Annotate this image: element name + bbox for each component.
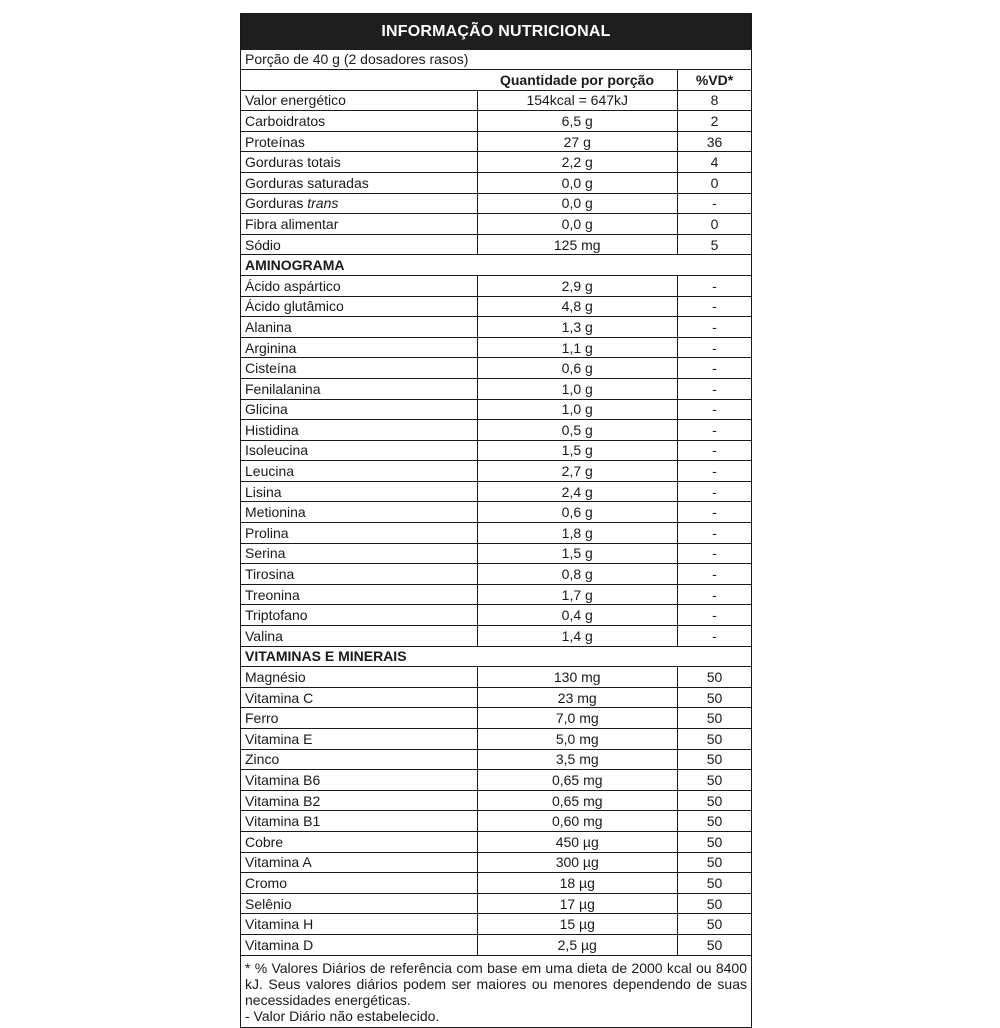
nutrient-name: Vitamina C bbox=[241, 687, 477, 708]
nutrition-facts-label bbox=[240, 13, 752, 1028]
aminogram-section-title: AMINOGRAMA bbox=[241, 255, 751, 276]
nutrient-dv: 0 bbox=[678, 172, 752, 193]
nutrient-name: Ácido glutâmico bbox=[241, 296, 477, 317]
table-row bbox=[241, 502, 751, 523]
table-row bbox=[241, 152, 751, 173]
nutrient-quantity: 6,5 g bbox=[477, 111, 678, 132]
nutrient-dv: 50 bbox=[678, 749, 752, 770]
footnote bbox=[241, 956, 751, 1027]
nutrient-dv: 36 bbox=[678, 131, 752, 152]
nutrient-quantity: 1,0 g bbox=[477, 378, 678, 399]
nutrient-name: Ácido aspártico bbox=[241, 275, 477, 296]
nutrient-name: Cromo bbox=[241, 873, 477, 894]
nutrient-name: Vitamina B2 bbox=[241, 790, 477, 811]
nutrient-dv: 50 bbox=[678, 934, 752, 955]
nutrient-dv: - bbox=[678, 193, 752, 214]
nutrient-dv: - bbox=[678, 584, 752, 605]
nutrient-dv: 50 bbox=[678, 729, 752, 750]
table-row bbox=[241, 749, 751, 770]
nutrient-dv: 50 bbox=[678, 831, 752, 852]
nutrient-dv: 2 bbox=[678, 111, 752, 132]
nutrient-dv: - bbox=[678, 440, 752, 461]
nutrient-dv: - bbox=[678, 481, 752, 502]
table-row bbox=[241, 399, 751, 420]
nutrient-quantity: 2,7 g bbox=[477, 461, 678, 482]
nutrient-quantity: 154kcal = 647kJ bbox=[477, 90, 678, 111]
nutrient-name: Serina bbox=[241, 543, 477, 564]
nutrient-quantity: 0,5 g bbox=[477, 420, 678, 441]
vitamins-section bbox=[241, 646, 751, 667]
nutrient-quantity: 0,6 g bbox=[477, 358, 678, 379]
nutrient-name: Cobre bbox=[241, 831, 477, 852]
nutrient-quantity: 5,0 mg bbox=[477, 729, 678, 750]
nutrient-name: Triptofano bbox=[241, 605, 477, 626]
nutrient-quantity: 0,0 g bbox=[477, 214, 678, 235]
nutrient-dv: - bbox=[678, 564, 752, 585]
nutrient-name: Valor energético bbox=[241, 90, 477, 111]
nutrient-name: Sódio bbox=[241, 234, 477, 255]
nutrient-dv: 8 bbox=[678, 90, 752, 111]
nutrient-dv: - bbox=[678, 502, 752, 523]
nutrient-quantity: 1,5 g bbox=[477, 440, 678, 461]
nutrient-name: Vitamina E bbox=[241, 729, 477, 750]
nutrient-quantity: 0,65 mg bbox=[477, 790, 678, 811]
nutrient-dv: 50 bbox=[678, 873, 752, 894]
table-row bbox=[241, 564, 751, 585]
nutrient-dv: 50 bbox=[678, 687, 752, 708]
nutrient-quantity: 450 µg bbox=[477, 831, 678, 852]
table-row bbox=[241, 893, 751, 914]
nutrient-name: Fibra alimentar bbox=[241, 214, 477, 235]
nutrient-name: Selênio bbox=[241, 893, 477, 914]
table-row bbox=[241, 193, 751, 214]
table-row bbox=[241, 481, 751, 502]
nutrient-name-text: Gorduras bbox=[245, 195, 308, 212]
serving-size: Porção de 40 g (2 dosadores rasos) bbox=[241, 50, 751, 70]
table-row bbox=[241, 584, 751, 605]
table-row bbox=[241, 708, 751, 729]
table-row bbox=[241, 831, 751, 852]
nutrient-quantity: 2,9 g bbox=[477, 275, 678, 296]
nutrient-name: Carboidratos bbox=[241, 111, 477, 132]
header-dv: %VD* bbox=[678, 70, 752, 90]
header-empty bbox=[241, 70, 477, 90]
nutrient-quantity: 4,8 g bbox=[477, 296, 678, 317]
nutrient-name: Isoleucina bbox=[241, 440, 477, 461]
table-row bbox=[241, 111, 751, 132]
nutrient-quantity: 7,0 mg bbox=[477, 708, 678, 729]
nutrient-name: Gorduras totais bbox=[241, 152, 477, 173]
table-row bbox=[241, 687, 751, 708]
nutrient-name: Histidina bbox=[241, 420, 477, 441]
table-row bbox=[241, 626, 751, 647]
table-row bbox=[241, 234, 751, 255]
nutrient-quantity: 2,5 µg bbox=[477, 934, 678, 955]
nutrient-name: Lisina bbox=[241, 481, 477, 502]
table-row bbox=[241, 770, 751, 791]
nutrition-table bbox=[241, 70, 751, 956]
header-quantity: Quantidade por porção bbox=[477, 70, 678, 90]
nutrient-dv: 50 bbox=[678, 811, 752, 832]
nutrient-quantity: 27 g bbox=[477, 131, 678, 152]
nutrient-dv: 4 bbox=[678, 152, 752, 173]
table-row bbox=[241, 131, 751, 152]
nutrient-quantity: 0,0 g bbox=[477, 172, 678, 193]
nutrient-dv: - bbox=[678, 626, 752, 647]
nutrient-name: Vitamina D bbox=[241, 934, 477, 955]
nutrient-dv: - bbox=[678, 523, 752, 544]
footnote-not-established: - Valor Diário não estabelecido. bbox=[245, 1007, 440, 1024]
nutrient-dv: 0 bbox=[678, 214, 752, 235]
table-row bbox=[241, 873, 751, 894]
nutrient-name: Tirosina bbox=[241, 564, 477, 585]
table-row bbox=[241, 934, 751, 955]
nutrient-quantity: 0,4 g bbox=[477, 605, 678, 626]
nutrient-name: Valina bbox=[241, 626, 477, 647]
table-row bbox=[241, 461, 751, 482]
nutrient-name: Vitamina B1 bbox=[241, 811, 477, 832]
nutrient-quantity: 1,4 g bbox=[477, 626, 678, 647]
nutrient-name: Fenilalanina bbox=[241, 378, 477, 399]
table-row bbox=[241, 543, 751, 564]
nutrient-quantity: 3,5 mg bbox=[477, 749, 678, 770]
nutrient-name: Glicina bbox=[241, 399, 477, 420]
nutrient-dv: 50 bbox=[678, 914, 752, 935]
nutrient-quantity: 1,8 g bbox=[477, 523, 678, 544]
footnote-reference: * % Valores Diários de referência com base em uma dieta de 2000 kcal ou 8400 kJ. Seus valores diários podem ser maiores ou menores dependendo de suas necessidades energéticas. bbox=[245, 959, 747, 1008]
nutrient-name: Gorduras saturadas bbox=[241, 172, 477, 193]
table-row bbox=[241, 811, 751, 832]
nutrient-dv: - bbox=[678, 461, 752, 482]
nutrient-quantity: 1,7 g bbox=[477, 584, 678, 605]
nutrient-dv: 50 bbox=[678, 667, 752, 688]
nutrient-quantity: 0,6 g bbox=[477, 502, 678, 523]
nutrient-quantity: 1,1 g bbox=[477, 337, 678, 358]
table-row bbox=[241, 358, 751, 379]
nutrient-quantity: 1,0 g bbox=[477, 399, 678, 420]
nutrient-quantity: 17 µg bbox=[477, 893, 678, 914]
table-header-row bbox=[241, 70, 751, 90]
table-row bbox=[241, 296, 751, 317]
nutrient-quantity: 23 mg bbox=[477, 687, 678, 708]
nutrient-name: Vitamina B6 bbox=[241, 770, 477, 791]
table-row bbox=[241, 667, 751, 688]
table-row bbox=[241, 275, 751, 296]
nutrient-quantity: 0,65 mg bbox=[477, 770, 678, 791]
table-row bbox=[241, 440, 751, 461]
nutrient-dv: - bbox=[678, 420, 752, 441]
nutrient-dv: 50 bbox=[678, 852, 752, 873]
nutrient-quantity: 2,4 g bbox=[477, 481, 678, 502]
nutrient-dv: - bbox=[678, 337, 752, 358]
table-row bbox=[241, 317, 751, 338]
nutrient-name: Vitamina H bbox=[241, 914, 477, 935]
nutrient-quantity: 130 mg bbox=[477, 667, 678, 688]
nutrient-quantity: 1,5 g bbox=[477, 543, 678, 564]
table-row bbox=[241, 790, 751, 811]
table-row bbox=[241, 214, 751, 235]
nutrient-dv: 50 bbox=[678, 790, 752, 811]
table-row bbox=[241, 914, 751, 935]
table-row bbox=[241, 523, 751, 544]
nutrient-dv: 50 bbox=[678, 770, 752, 791]
nutrient-dv: 50 bbox=[678, 708, 752, 729]
nutrient-name: Proteínas bbox=[241, 131, 477, 152]
label-title: INFORMAÇÃO NUTRICIONAL bbox=[241, 14, 751, 50]
nutrient-name: Arginina bbox=[241, 337, 477, 358]
table-row bbox=[241, 420, 751, 441]
nutrient-dv: - bbox=[678, 275, 752, 296]
nutrient-dv: - bbox=[678, 378, 752, 399]
nutrient-quantity: 1,3 g bbox=[477, 317, 678, 338]
nutrient-name: Treonina bbox=[241, 584, 477, 605]
nutrient-quantity: 300 µg bbox=[477, 852, 678, 873]
nutrient-name: Cisteína bbox=[241, 358, 477, 379]
nutrient-quantity: 0,0 g bbox=[477, 193, 678, 214]
nutrient-quantity: 0,60 mg bbox=[477, 811, 678, 832]
nutrient-dv: - bbox=[678, 317, 752, 338]
nutrient-quantity: 0,8 g bbox=[477, 564, 678, 585]
nutrient-dv: 5 bbox=[678, 234, 752, 255]
nutrient-name: Leucina bbox=[241, 461, 477, 482]
nutrient-name: Prolina bbox=[241, 523, 477, 544]
nutrient-name: Ferro bbox=[241, 708, 477, 729]
nutrient-dv: 50 bbox=[678, 893, 752, 914]
aminogram-section bbox=[241, 255, 751, 276]
nutrient-name bbox=[241, 193, 477, 214]
nutrient-quantity: 15 µg bbox=[477, 914, 678, 935]
nutrient-dv: - bbox=[678, 296, 752, 317]
nutrient-name: Zinco bbox=[241, 749, 477, 770]
nutrient-quantity: 18 µg bbox=[477, 873, 678, 894]
nutrient-name-italic: trans bbox=[307, 195, 339, 212]
nutrient-name: Vitamina A bbox=[241, 852, 477, 873]
table-row bbox=[241, 172, 751, 193]
table-row bbox=[241, 378, 751, 399]
nutrient-name: Alanina bbox=[241, 317, 477, 338]
nutrient-name: Magnésio bbox=[241, 667, 477, 688]
table-row bbox=[241, 852, 751, 873]
vitamins-section-title: VITAMINAS E MINERAIS bbox=[241, 646, 751, 667]
table-row bbox=[241, 605, 751, 626]
nutrient-quantity: 125 mg bbox=[477, 234, 678, 255]
nutrient-dv: - bbox=[678, 543, 752, 564]
nutrient-name: Metionina bbox=[241, 502, 477, 523]
nutrient-dv: - bbox=[678, 605, 752, 626]
nutrient-quantity: 2,2 g bbox=[477, 152, 678, 173]
table-row bbox=[241, 729, 751, 750]
nutrient-dv: - bbox=[678, 399, 752, 420]
table-row bbox=[241, 337, 751, 358]
table-row bbox=[241, 90, 751, 111]
nutrient-dv: - bbox=[678, 358, 752, 379]
